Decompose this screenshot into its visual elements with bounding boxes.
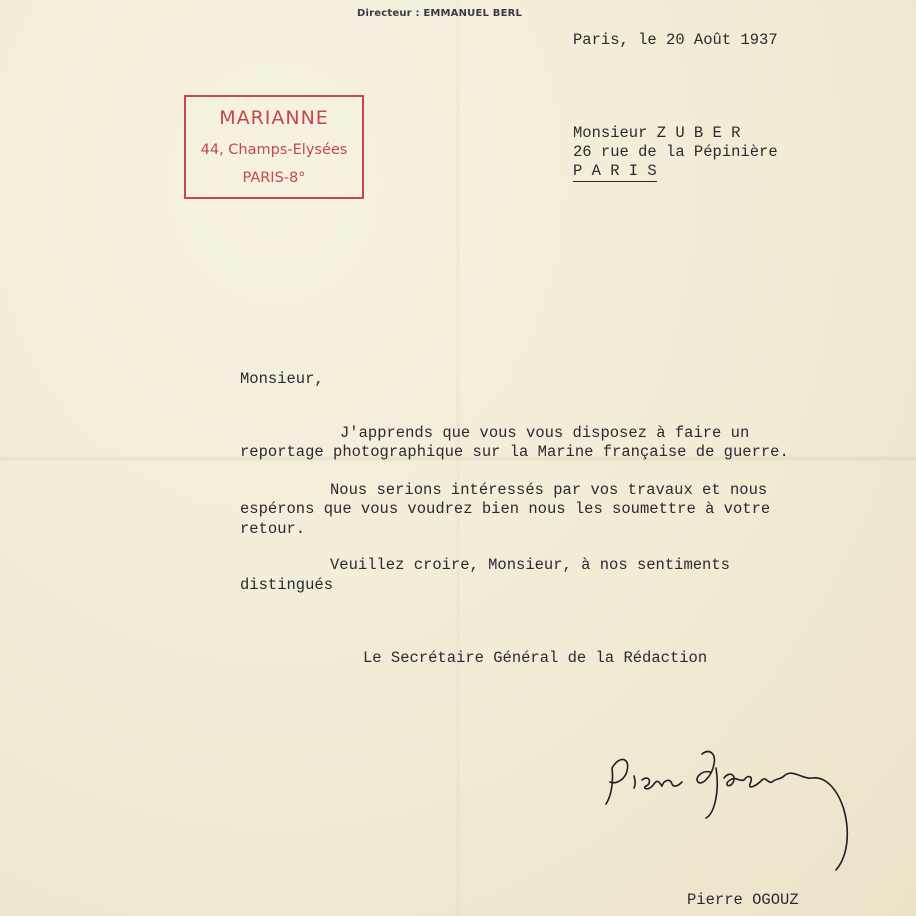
paragraph-2-line-2: espérons que vous voudrez bien nous les soumettre à votre <box>240 500 771 518</box>
recipient-street: 26 rue de la Pépinière <box>573 143 778 161</box>
date-line: Paris, le 20 Août 1937 <box>573 31 778 49</box>
paragraph-2-line-3: retour. <box>240 520 306 538</box>
stamp-city: PARIS-8° <box>242 170 306 186</box>
paragraph-1-line-1: J'apprends que vous vous disposez à faire un <box>340 424 750 442</box>
stamp-name: MARIANNE <box>219 107 329 129</box>
salutation: Monsieur, <box>240 370 324 388</box>
paragraph-1-line-2: reportage photographique sur la Marine française de guerre. <box>240 443 789 461</box>
paragraph-2-line-1: Nous serions intéressés par vos travaux et nous <box>330 481 768 499</box>
recipient-name: Monsieur Z U B E R <box>573 124 741 142</box>
closing-title: Le Secrétaire Général de la Rédaction <box>363 649 708 667</box>
letterhead-director: Directeur : EMMANUEL BERL <box>357 8 523 19</box>
marianne-stamp <box>184 95 364 199</box>
paragraph-3-line-2: distingués <box>240 576 334 594</box>
typed-name: Pierre OGOUZ <box>687 891 799 909</box>
stamp-address: 44, Champs-Elysées <box>200 142 348 158</box>
recipient-city: P A R I S <box>573 162 657 180</box>
handwritten-signature <box>598 740 868 880</box>
paragraph-3-line-1: Veuillez croire, Monsieur, à nos sentiments <box>330 556 730 574</box>
